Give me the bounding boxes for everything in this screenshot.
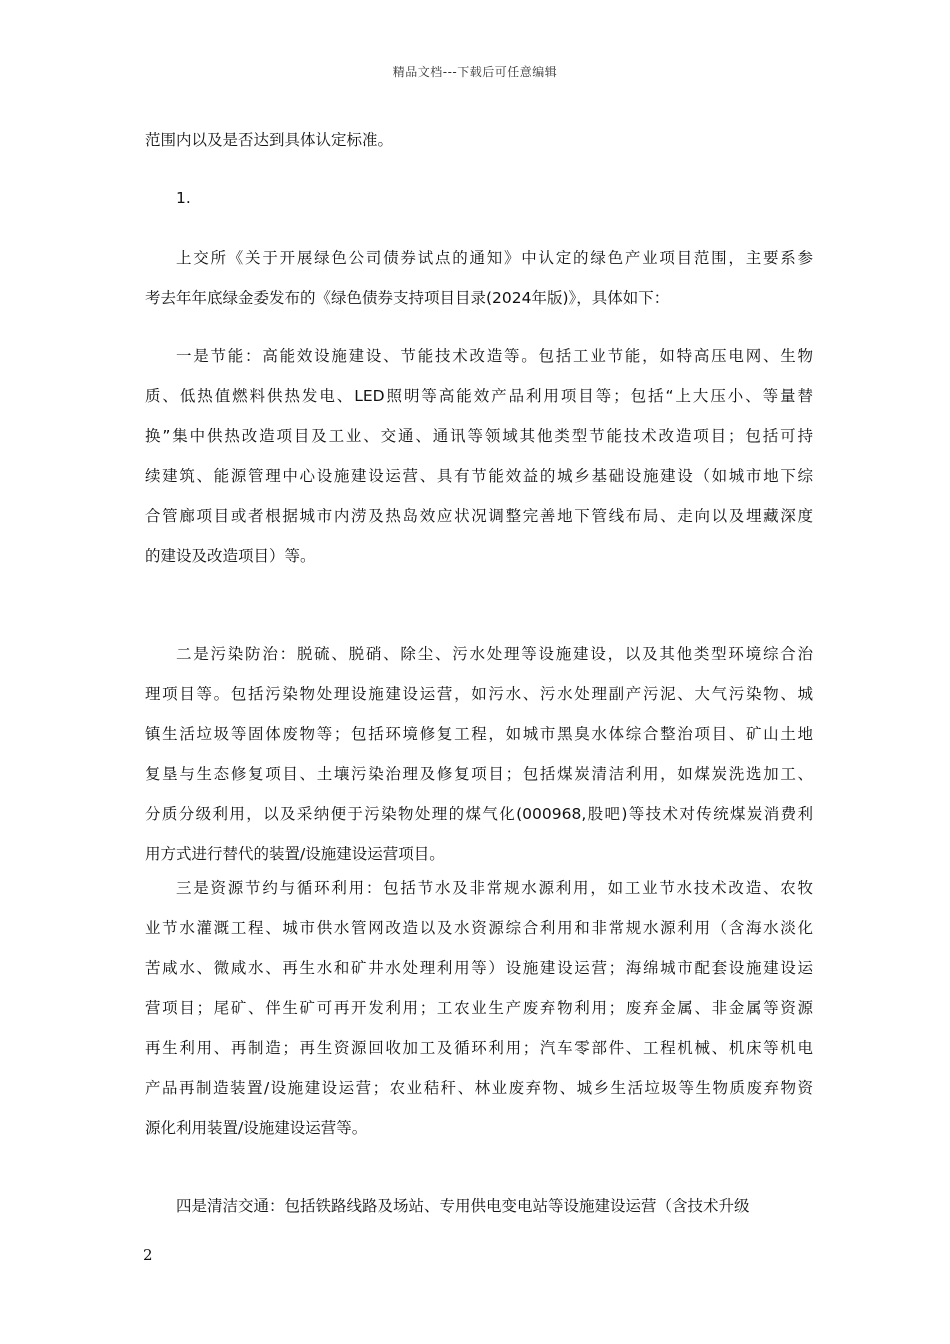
text-line: 质、低热值燃料供热发电、LED照明等高能效产品利用项目等；包括“上大压小、等量替 [145, 387, 813, 405]
paragraph [145, 120, 813, 160]
text-line: 产品再制造装置/设施建设运营；农业秸秆、林业废弃物、城乡生活垃圾等生物质废弃物资 [145, 1079, 813, 1097]
text-line: 二是污染防治：脱硫、脱硝、除尘、污水处理等设施建设，以及其他类型环境综合治 [176, 645, 813, 663]
paragraph [145, 868, 813, 1148]
text-line: 考去年年底绿金委发布的《绿色债券支持项目目录(2024年版)》，具体如下： [145, 289, 670, 307]
text-line: 业节水灌溉工程、城市供水管网改造以及水资源综合利用和非常规水源利用（含海水淡化 [145, 919, 813, 937]
paragraph [145, 178, 813, 218]
text-line: 范围内以及是否达到具体认定标准。 [145, 131, 394, 149]
paragraph [145, 1186, 813, 1226]
text-line: 再生利用、再制造；再生资源回收加工及循环利用；汽车零部件、工程机械、机床等机电 [145, 1039, 813, 1057]
text-line: 的建设及改造项目）等。 [145, 547, 316, 565]
text-line: 源化利用装置/设施建设运营等。 [145, 1119, 368, 1137]
text-line: 苦咸水、微咸水、再生水和矿井水处理利用等）设施建设运营；海绵城市配套设施建设运 [145, 959, 813, 977]
text-line: 续建筑、能源管理中心设施建设运营、具有节能效益的城乡基础设施建设（如城市地下综 [145, 467, 813, 485]
text-line: 合管廊项目或者根据城市内涝及热岛效应状况调整完善地下管线布局、走向以及埋藏深度 [145, 507, 813, 525]
text-line: 用方式进行替代的装置/设施建设运营项目。 [145, 845, 445, 863]
page-header: 精品文档---下载后可任意编辑 [392, 65, 558, 79]
text-line: 理项目等。包括污染物处理设施建设运营，如污水、污水处理副产污泥、大气污染物、城 [145, 685, 813, 703]
text-line: 换”集中供热改造项目及工业、交通、通讯等领域其他类型节能技术改造项目；包括可持 [145, 427, 813, 445]
page-number: 2 [143, 1246, 153, 1264]
text-line: 1. [176, 189, 191, 207]
text-line: 镇生活垃圾等固体废物等；包括环境修复工程，如城市黑臭水体综合整治项目、矿山土地 [145, 725, 813, 743]
text-line: 分质分级利用，以及采纳便于污染物处理的煤气化(000968,股吧)等技术对传统煤炭消费利 [145, 805, 813, 823]
text-line: 复垦与生态修复项目、土壤污染治理及修复项目；包括煤炭清洁利用，如煤炭洗选加工、 [145, 765, 813, 783]
text-line: 上交所《关于开展绿色公司债券试点的通知》中认定的绿色产业项目范围，主要系参 [176, 249, 813, 267]
paragraph [145, 336, 813, 576]
text-line: 一是节能：高能效设施建设、节能技术改造等。包括工业节能，如特高压电网、生物 [176, 347, 813, 365]
text-line: 三是资源节约与循环利用：包括节水及非常规水源利用，如工业节水技术改造、农牧 [176, 879, 813, 897]
paragraph [145, 634, 813, 874]
text-line: 营项目；尾矿、伴生矿可再开发利用；工农业生产废弃物利用；废弃金属、非金属等资源 [145, 999, 813, 1017]
paragraph [145, 238, 813, 318]
text-line: 四是清洁交通：包括铁路线路及场站、专用供电变电站等设施建设运营（含技术升级 [176, 1197, 750, 1215]
